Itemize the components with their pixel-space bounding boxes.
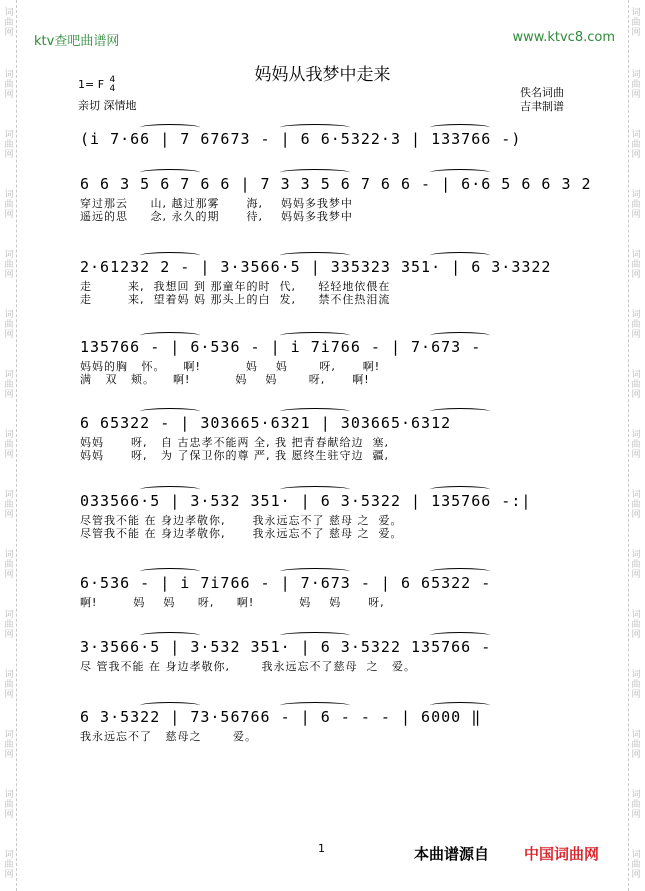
notation-row: 6 6 3 5 6 7 6 6 | 7 3 3 5 6 7 6 6 - | 6·6 5 6 6 3 2: [80, 175, 592, 193]
watermark-text: 词 曲 网: [631, 790, 641, 820]
watermark-text: 词 曲 网: [631, 370, 641, 400]
notation-row: 2·61232 2 - | 3·3566·5 | 335323 351· | 6 3·3322: [80, 258, 552, 276]
tie-arc: [430, 486, 490, 493]
tie-arc: [430, 408, 490, 415]
site-url-right: www.ktvc8.com: [512, 30, 615, 45]
tie-arc: [280, 632, 350, 639]
watermark-text: 词 曲 网: [4, 610, 14, 640]
lyric-row: 遥远的思 念, 永久的期 待, 妈妈多我梦中: [80, 210, 353, 223]
watermark-text: 词 曲 网: [631, 430, 641, 460]
watermark-text: 词 曲 网: [4, 670, 14, 700]
watermark-text: 词 曲 网: [631, 70, 641, 100]
tie-arc: [430, 568, 490, 575]
lyric-row: 走 来, 我想回 到 那童年的时 代, 轻轻地依偎在: [80, 280, 391, 293]
score-line: [80, 175, 592, 223]
tie-arc: [280, 252, 350, 259]
notation-row: 033566·5 | 3·532 351· | 6 3·5322 | 135766 -:|: [80, 492, 532, 510]
lyric-row: 妈妈的胸 怀。 啊! 妈 妈 呀, 啊!: [80, 360, 381, 373]
time-signature: 4 4: [109, 75, 116, 94]
lyric-row: 尽管我不能 在 身边孝敬你, 我永远忘不了 慈母 之 爱。: [80, 527, 403, 540]
tie-arc: [280, 486, 350, 493]
watermark-text: 词 曲 网: [631, 190, 641, 220]
tie-arc: [430, 252, 490, 259]
song-title: 妈妈从我梦中走来: [254, 65, 391, 85]
tie-arc: [430, 702, 490, 709]
watermark-text: 词 曲 网: [4, 430, 14, 460]
watermark-text: 词 曲 网: [631, 550, 641, 580]
score-line: [80, 708, 570, 743]
site-name-left: ktv查吧曲谱网: [34, 34, 120, 49]
watermark-text: 词 曲 网: [631, 130, 641, 160]
tempo-marking: 亲切 深情地: [78, 99, 137, 112]
watermark-text: 词 曲 网: [631, 730, 641, 760]
lyric-row: 走 来, 望着妈 妈 那头上的白 发, 禁不住热泪流: [80, 293, 391, 306]
notation-row: 6 3·5322 | 73·56766 - | 6 - - - | 6000 ‖: [80, 708, 482, 726]
watermark-text: 词 曲 网: [4, 310, 14, 340]
score-line: [80, 638, 570, 673]
watermark-text: 词 曲 网: [4, 490, 14, 520]
lyricist-composer-credit: 佚名词曲: [520, 86, 564, 99]
lyric-row: 尽管我不能 在 身边孝敬你, 我永远忘不了 慈母 之 爱。: [80, 514, 403, 527]
tie-arc: [140, 486, 200, 493]
tie-arc: [430, 632, 490, 639]
tie-arc: [140, 124, 200, 131]
score-line: [80, 492, 570, 540]
score-line: [80, 338, 570, 386]
score-line: [80, 258, 570, 306]
watermark-text: 词 曲 网: [4, 790, 14, 820]
watermark-text: 词 曲 网: [4, 550, 14, 580]
tie-arc: [140, 702, 200, 709]
tie-arc: [430, 332, 490, 339]
watermark-text: 词 曲 网: [4, 250, 14, 280]
lyric-row: 尽 管我不能 在 身边孝敬你, 我永远忘不了慈母 之 爱。: [80, 660, 416, 673]
tie-arc: [280, 702, 350, 709]
watermark-text: 词 曲 网: [4, 8, 14, 38]
lyric-row: 我永远忘不了 慈母之 爱。: [80, 730, 257, 743]
tie-arc: [140, 252, 200, 259]
tie-arc: [140, 408, 200, 415]
watermark-text: 词 曲 网: [631, 490, 641, 520]
tie-arc: [280, 568, 350, 575]
watermark-text: 词 曲 网: [631, 850, 641, 880]
watermark-text: 词 曲 网: [631, 250, 641, 280]
watermark-text: 词 曲 网: [4, 850, 14, 880]
watermark-text: 词 曲 网: [631, 310, 641, 340]
notation-row: 3·3566·5 | 3·532 351· | 6 3·5322 135766 -: [80, 638, 492, 656]
tie-arc: [140, 632, 200, 639]
watermark-text: 词 曲 网: [4, 730, 14, 760]
score-line: [80, 130, 570, 148]
watermark-text: 词 曲 网: [4, 190, 14, 220]
lyric-row: 妈妈 呀, 自 古忠孝不能两 全, 我 把青春献给边 塞,: [80, 436, 389, 449]
score-line: [80, 574, 570, 609]
tie-arc: [280, 124, 350, 131]
watermark-text: 词 曲 网: [631, 670, 641, 700]
tie-arc: [140, 568, 200, 575]
tie-arc: [280, 169, 350, 176]
lyric-row: 啊! 妈 妈 呀, 啊! 妈 妈 呀,: [80, 596, 385, 609]
lyric-row: 满 双 颊。 啊! 妈 妈 呀, 啊!: [80, 373, 370, 386]
watermark-text: 词 曲 网: [4, 70, 14, 100]
watermark-text: 词 曲 网: [631, 610, 641, 640]
source-brand: 中国词曲网: [524, 845, 600, 863]
tie-arc: [140, 169, 200, 176]
tie-arc: [280, 332, 350, 339]
watermark-text: 词 曲 网: [631, 8, 641, 38]
notation-row: (i 7·66 | 7 67673 - | 6 6·5322·3 | 133766 -): [80, 130, 522, 148]
notation-row: 6·536 - | i 7i766 - | 7·673 - | 6 65322 -: [80, 574, 492, 592]
tie-arc: [430, 124, 490, 131]
lyric-row: 妈妈 呀, 为 了保卫你的尊 严, 我 愿终生驻守边 疆,: [80, 449, 389, 462]
watermark-text: 词 曲 网: [4, 370, 14, 400]
page-number: 1: [318, 842, 325, 855]
lyric-row: 穿过那云 山, 越过那雾 海, 妈妈多我梦中: [80, 197, 353, 210]
watermark-text: 词 曲 网: [4, 130, 14, 160]
score-line: [80, 414, 570, 462]
key-signature: 1= F 4 4: [78, 75, 116, 94]
tie-arc: [280, 408, 350, 415]
notation-row: 6 65322 - | 303665·6321 | 303665·6312: [80, 414, 452, 432]
arranger-credit: 吉聿制谱: [520, 100, 564, 113]
source-label: 本曲谱源自: [414, 845, 490, 863]
notation-row: 135766 - | 6·536 - | i 7i766 - | 7·673 -: [80, 338, 482, 356]
tie-arc: [140, 332, 200, 339]
tie-arc: [430, 169, 490, 176]
